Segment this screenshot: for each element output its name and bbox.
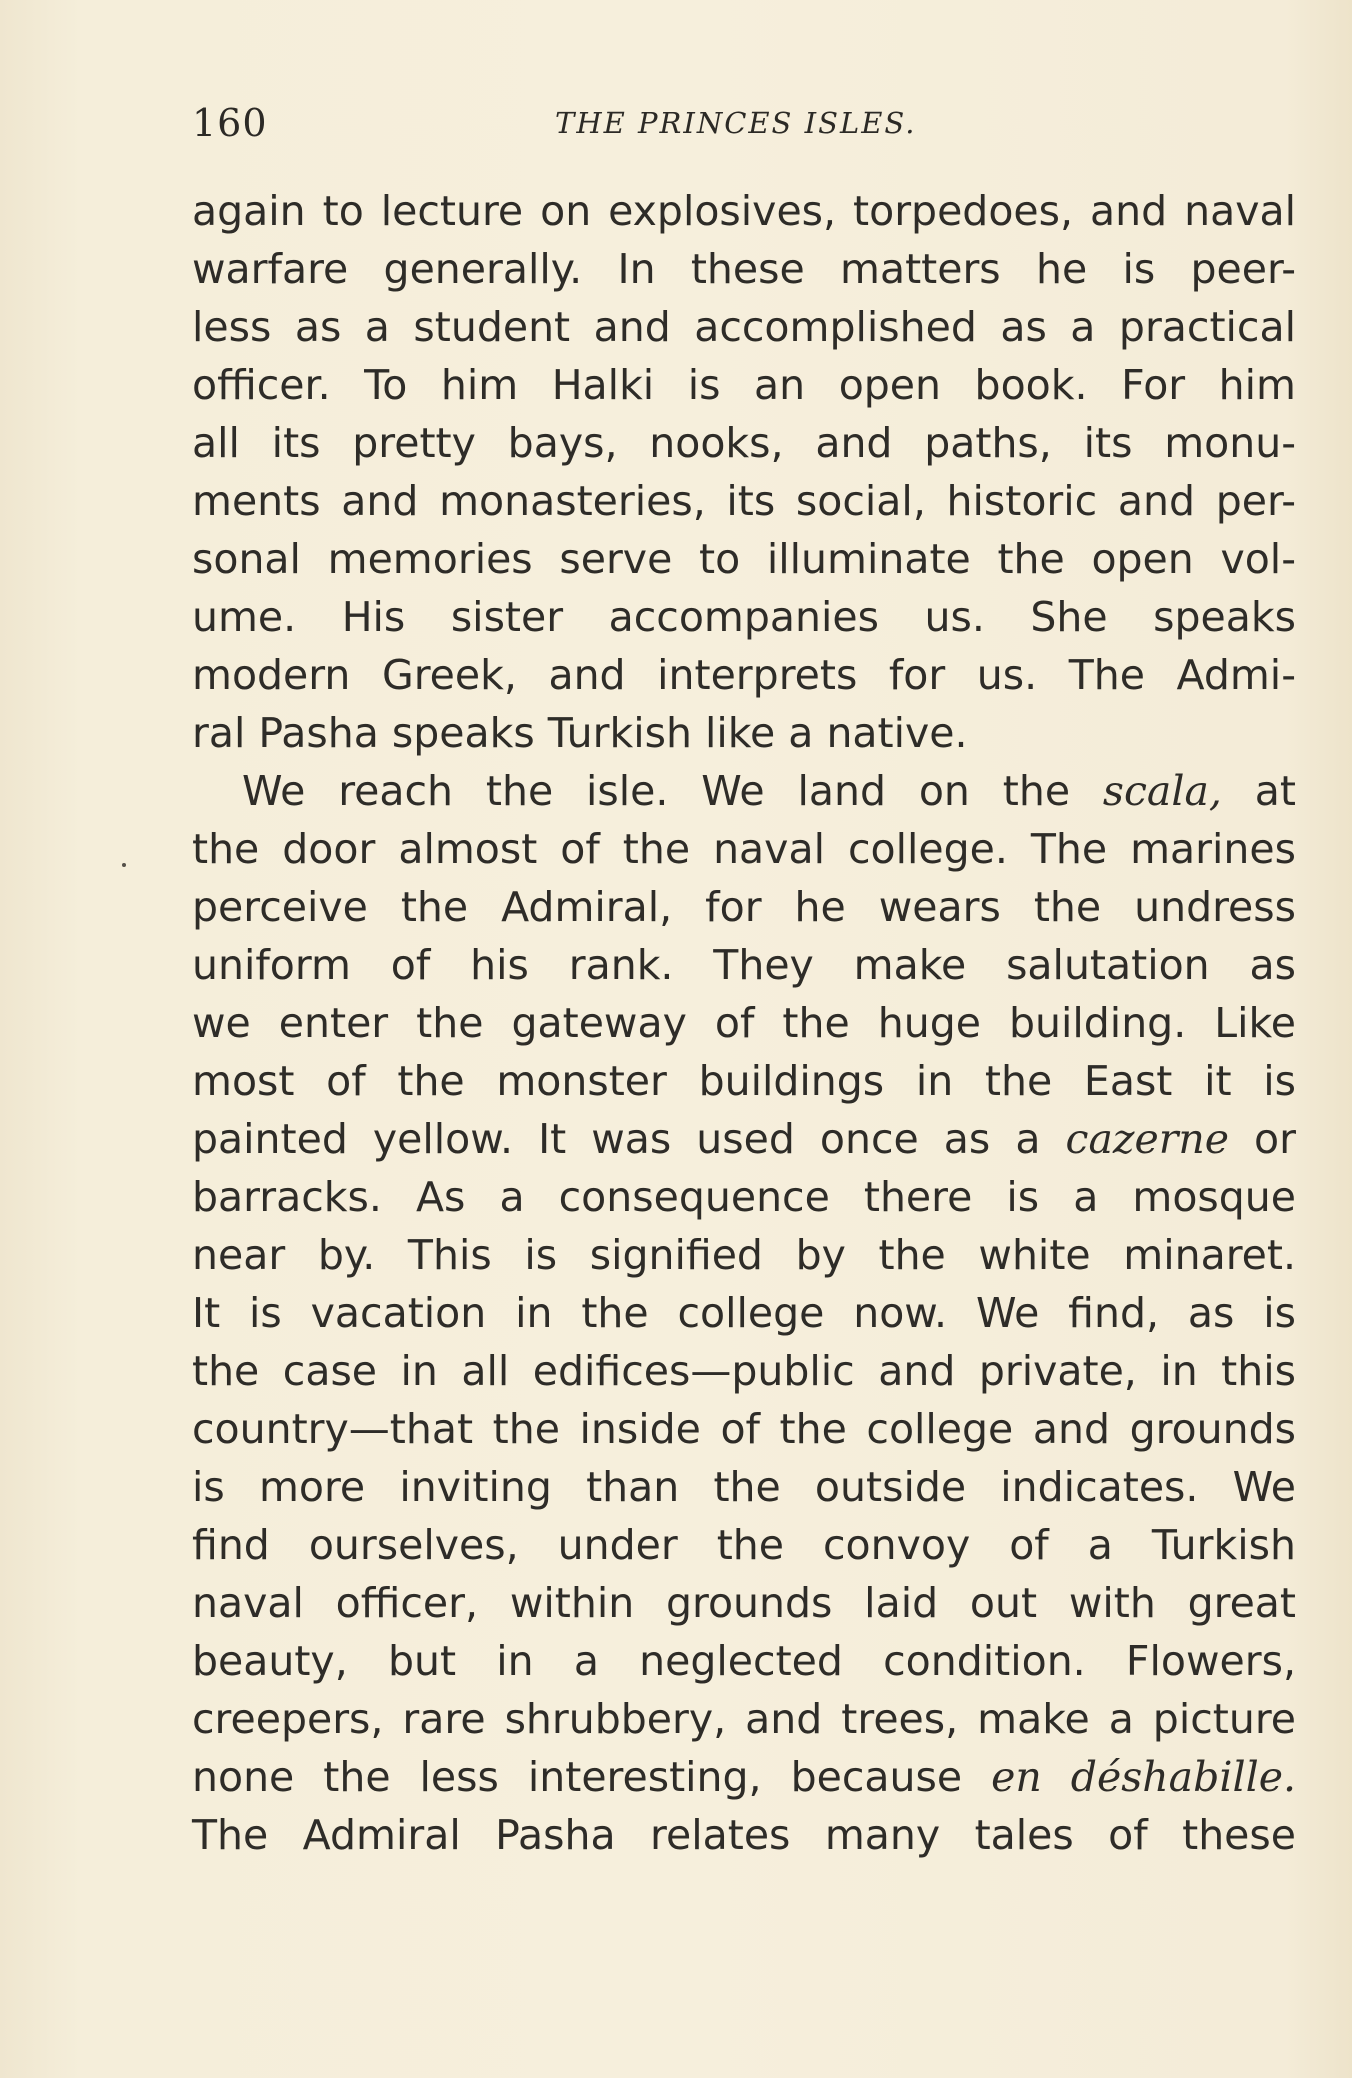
text-line: find ourselves, under the convoy of a Turkish bbox=[192, 1521, 1296, 1569]
text-line: the door almost of the naval college. The marines bbox=[192, 825, 1296, 873]
text-line: ral Pasha speaks Turkish like a native. bbox=[192, 709, 968, 757]
text-line bbox=[192, 1748, 1296, 1806]
text-line: It is vacation in the college now. We find, as is bbox=[192, 1289, 1296, 1337]
text-line: creepers, rare shrubbery, and trees, make a picture bbox=[192, 1695, 1296, 1743]
text-line: officer. To him Halki is an open book. For him bbox=[192, 361, 1296, 409]
text-line: naval officer, within grounds laid out with great bbox=[192, 1579, 1296, 1627]
text-line: perceive the Admiral, for he wears the undress bbox=[192, 883, 1296, 931]
text-run: or bbox=[1229, 1115, 1297, 1163]
running-head bbox=[0, 98, 1352, 148]
text-line: warfare generally. In these matters he is peer- bbox=[192, 245, 1296, 293]
text-run: none the less interesting, because bbox=[192, 1753, 992, 1801]
margin-mark bbox=[122, 863, 126, 867]
text-line: all its pretty bays, nooks, and paths, its monu- bbox=[192, 419, 1296, 467]
text-line: most of the monster buildings in the East it is bbox=[192, 1057, 1296, 1105]
text-line: beauty, but in a neglected condition. Flowers, bbox=[192, 1637, 1296, 1685]
text-line: barracks. As a consequence there is a mosque bbox=[192, 1173, 1296, 1221]
running-title: THE PRINCES ISLES. bbox=[555, 106, 917, 140]
text-line: again to lecture on explosives, torpedoes, and naval bbox=[192, 187, 1296, 235]
text-line: sonal memories serve to illuminate the open vol- bbox=[192, 535, 1296, 583]
text-line: ments and monasteries, its social, historic and per- bbox=[192, 477, 1296, 525]
text-run: painted yellow. It was used once as a bbox=[192, 1115, 1066, 1163]
text-line: less as a student and accomplished as a practical bbox=[192, 303, 1296, 351]
italic-term: scala, bbox=[1102, 767, 1222, 815]
italic-term: cazerne bbox=[1065, 1115, 1230, 1163]
text-line: near by. This is signified by the white minaret. bbox=[192, 1231, 1296, 1279]
italic-term: en déshabille. bbox=[991, 1753, 1296, 1801]
text-line: uniform of his rank. They make salutation as bbox=[192, 941, 1296, 989]
text-line: is more inviting than the outside indicates. We bbox=[192, 1463, 1296, 1511]
text-run: We reach the isle. We land on the bbox=[242, 767, 1103, 815]
page-number: 160 bbox=[192, 101, 268, 145]
text-line bbox=[192, 1110, 1296, 1168]
text-line: the case in all edifices—public and private, in this bbox=[192, 1347, 1296, 1395]
text-line: ume. His sister accompanies us. She speaks bbox=[192, 593, 1296, 641]
text-line: country—that the inside of the college and grounds bbox=[192, 1405, 1296, 1453]
text-run: at bbox=[1221, 767, 1297, 815]
text-line: The Admiral Pasha relates many tales of these bbox=[192, 1811, 1296, 1859]
body-text bbox=[192, 182, 1296, 1864]
text-line: we enter the gateway of the huge building. Like bbox=[192, 999, 1296, 1047]
text-line: modern Greek, and interprets for us. The Admi- bbox=[192, 651, 1296, 699]
text-line bbox=[192, 762, 1296, 820]
